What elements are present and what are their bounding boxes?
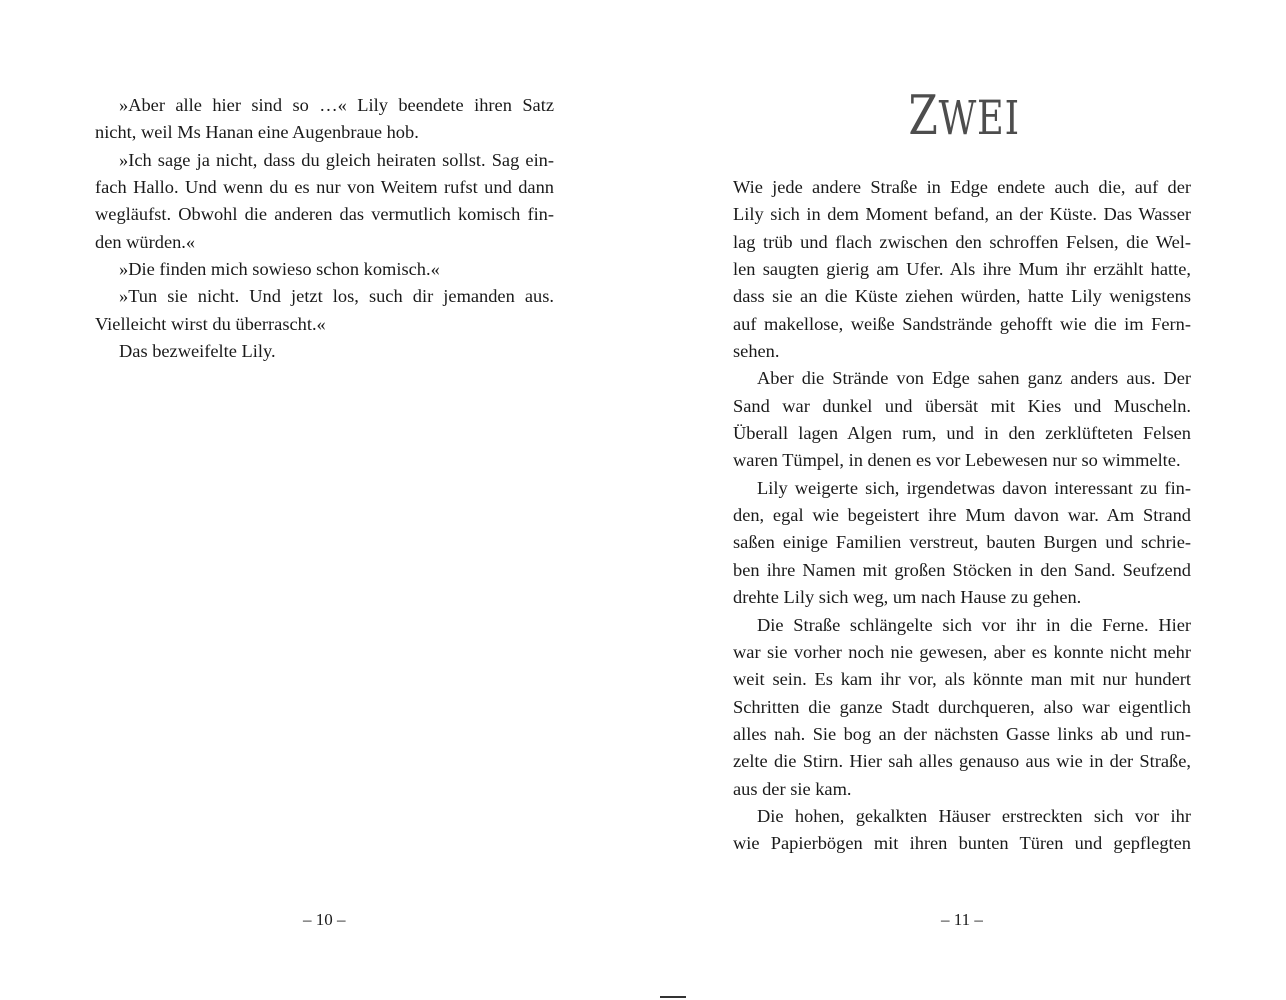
text-line: alles nah. Sie bog an der nächsten Gasse links ab und run-: [733, 723, 1191, 744]
text-line: zelte die Stirn. Hier sah alles genauso aus wie in der Straße,: [733, 751, 1191, 772]
text-line: »Aber alle hier sind so …« Lily beendete ihren Satz: [119, 95, 554, 115]
chapter-title-initial: Z: [908, 84, 939, 147]
text-line: len saugten gierig am Ufer. Als ihre Mum ihr erzählt hatte,: [733, 259, 1191, 280]
text-line: Überall lagen Algen rum, und in den zerklüfteten Felsen: [733, 423, 1191, 444]
text-line: Die Straße schlängelte sich vor ihr in die Ferne. Hier: [757, 614, 1191, 635]
text-line: wie Papierbögen mit ihren bunten Türen und gepflegten: [733, 833, 1191, 854]
text-line: Die hohen, gekalkten Häuser erstreckten sich vor ihr: [757, 805, 1191, 826]
text-line: Vielleicht wirst du überrascht.«: [95, 313, 326, 334]
text-line: »Die finden mich sowieso schon komisch.«: [119, 259, 440, 280]
text-line: lag trüb und flach zwischen den schroffen Felsen, die Wel-: [733, 231, 1191, 252]
right-page-text: [733, 174, 1191, 858]
text-line: drehte Lily sich weg, um nach Hause zu gehen.: [733, 587, 1082, 608]
page-number: – 10 –: [303, 910, 346, 929]
text-line: Sand war dunkel und übersät mit Kies und Muscheln.: [733, 395, 1191, 416]
chapter-title-rest: WEI: [938, 91, 1020, 146]
text-line: Aber die Strände von Edge sahen ganz anders aus. Der: [757, 368, 1191, 389]
text-line: den würden.«: [95, 231, 196, 252]
right-page: [643, 0, 1286, 1000]
text-line: Lily sich in dem Moment befand, an der Küste. Das Wasser: [733, 204, 1191, 225]
text-line: dass sie an die Küste ziehen würden, hatte Lily wenigstens: [733, 286, 1191, 307]
text-line: aus der sie kam.: [733, 778, 852, 799]
page-number: – 11 –: [941, 910, 983, 929]
text-line: Lily weigerte sich, irgendetwas davon interessant zu fin-: [757, 477, 1191, 498]
text-line: Wie jede andere Straße in Edge endete auch die, auf der: [733, 177, 1191, 197]
text-line: Schritten die ganze Stadt durchqueren, also war eigentlich: [733, 696, 1191, 717]
text-line: ben ihre Namen mit großen Stöcken in den Sand. Seufzend: [733, 559, 1191, 580]
text-line: weit sein. Es kam ihr vor, als könnte man mit nur hundert: [733, 669, 1191, 690]
text-line: auf makellose, weiße Sandstrände gehofft wie die im Fern-: [733, 313, 1191, 334]
text-line: Das bezweifelte Lily.: [119, 341, 276, 362]
text-line: war sie vorher noch nie gewesen, aber es konnte nicht mehr: [733, 641, 1191, 662]
left-page-text: [95, 92, 554, 365]
text-line: den, egal wie begeistert ihre Mum davon war. Am Strand: [733, 505, 1191, 526]
chapter-title: [713, 84, 1215, 147]
text-line: sehen.: [733, 341, 780, 362]
text-line: »Ich sage ja nicht, dass du gleich heiraten sollst. Sag ein-: [119, 149, 554, 170]
text-line: »Tun sie nicht. Und jetzt los, such dir jemanden aus.: [119, 286, 554, 307]
gutter-mark: [660, 996, 686, 998]
text-line: saßen einige Familien verstreut, bauten Burgen und schrie-: [733, 532, 1191, 553]
text-line: nicht, weil Ms Hanan eine Augenbraue hob.: [95, 122, 419, 143]
text-line: waren Tümpel, in denen es vor Lebewesen nur so wimmelte.: [733, 450, 1181, 471]
text-line: fach Hallo. Und wenn du es nur von Weitem rufst und dann: [95, 177, 554, 198]
text-line: wegläufst. Obwohl die anderen das vermutlich komisch fin-: [95, 204, 554, 225]
